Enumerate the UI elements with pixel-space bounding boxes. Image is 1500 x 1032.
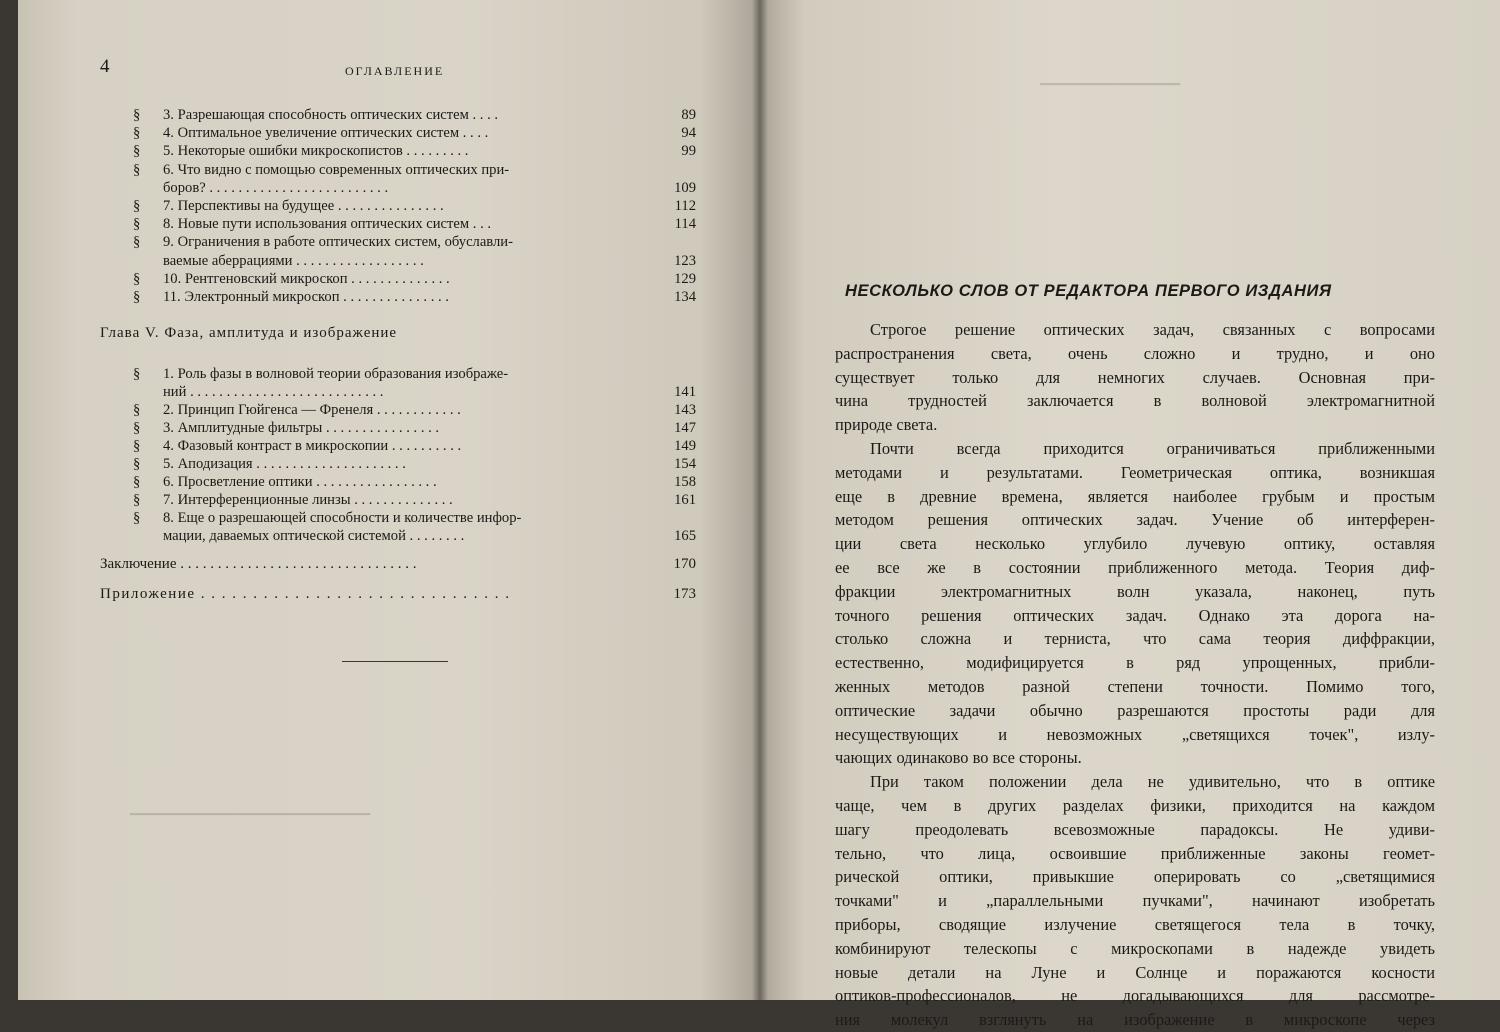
toc-entry-text: ваемые аберрациями . . . . . . . . . . . . . . . . . .	[163, 252, 424, 269]
toc-entry	[133, 233, 696, 251]
toc-entry-text: 9. Ограничения в работе оптических систем, обуславли-	[163, 234, 513, 251]
body-line: еще в древние времена, является наиболее грубым и простым	[835, 486, 1435, 506]
toc-entry-page	[660, 161, 696, 179]
toc-entry-text: 8. Новые пути использования оптических систем . . .	[163, 216, 492, 233]
toc-entry	[133, 455, 696, 473]
toc-entry	[133, 252, 696, 270]
show-through-text: ▁▁▁▁▁▁▁▁▁▁▁▁▁▁	[1040, 70, 1180, 85]
section-sign: §	[133, 216, 141, 233]
section-sign	[133, 527, 163, 545]
section-sign: §	[133, 161, 141, 178]
toc-entry-text: 5. Аподизация . . . . . . . . . . . . . . . . . . . . .	[163, 456, 406, 472]
section-sign	[133, 179, 163, 197]
toc-entry-text: 2. Принцип Гюйгенса — Френеля . . . . . . . . . . . .	[163, 402, 461, 418]
toc-entry-text: 10. Рентгеновский микроскоп . . . . . . . . . . . . . .	[163, 270, 450, 287]
toc-entry	[133, 288, 696, 306]
section-sign: §	[133, 366, 141, 382]
toc-entry	[133, 365, 696, 383]
body-line: рической оптики, привыкшие оперировать со „светящимися	[835, 867, 1435, 887]
toc-entry-text: боров? . . . . . . . . . . . . . . . . . . . . . . . . .	[163, 179, 389, 196]
toc-entry	[133, 473, 696, 491]
body-line: фракции электромагнитных волн указала, наконец, путь	[835, 581, 1435, 601]
toc-entry	[133, 179, 696, 197]
show-through-text: ▁▁▁▁▁▁▁▁▁▁▁▁▁▁▁▁▁▁▁▁▁▁▁▁	[130, 800, 370, 815]
section-sign: §	[133, 438, 141, 454]
section-sign	[133, 383, 163, 401]
body-line: оптиков-профессионалов, не догадывающихся для рассмотре-	[835, 986, 1435, 1006]
toc-entry-page: 94	[681, 125, 696, 142]
toc-entry-text: 4. Оптимальное увеличение оптических систем . . . .	[163, 125, 489, 142]
book-gutter	[752, 0, 768, 1000]
toc-entry	[133, 124, 696, 142]
toc-entry-page: 147	[674, 420, 696, 436]
section-sign: §	[133, 143, 141, 160]
toc-entry-page: 149	[674, 438, 696, 454]
section-sign: §	[133, 420, 141, 436]
body-line: оптические задачи обычно разрешаются простоты ради для	[835, 700, 1435, 720]
toc-entry-page: 123	[674, 252, 696, 269]
body-line: точками" и „параллельными пучками", начинают изобретать	[835, 891, 1435, 911]
body-line: точного решения оптических задач. Однако эта дорога на-	[835, 605, 1435, 625]
chapter-title: Глава V. Фаза, амплитуда и изображение	[100, 325, 398, 341]
toc-entry-page: 170	[673, 556, 696, 572]
body-line: тельно, что лица, освоившие приближенные законы геомет-	[835, 843, 1435, 863]
section-sign: §	[133, 234, 141, 251]
section-sign: §	[133, 474, 141, 490]
body-line: новые детали на Луне и Солнце и поражаются косности	[835, 962, 1435, 982]
toc-entry-page	[660, 365, 696, 383]
body-line: ции света несколько углубило лучевую оптику, оставляя	[835, 534, 1435, 554]
body-line: женных методов разной степени точности. Помимо того,	[835, 676, 1435, 696]
toc-entry-text: 6. Просветление оптики . . . . . . . . . . . . . . . . .	[163, 474, 437, 490]
body-line: комбинируют телескопы с микроскопами в надежде увидеть	[835, 938, 1435, 958]
body-line: При таком положении дела не удивительно, что в оптике	[870, 772, 1435, 792]
toc-entry-text: мации, даваемых оптической системой . . . . . . . .	[163, 528, 465, 544]
toc-entry-text: 1. Роль фазы в волновой теории образования изображе-	[163, 366, 509, 382]
toc-entry	[133, 142, 696, 160]
section-sign: §	[133, 510, 141, 526]
toc-conclusion	[100, 556, 696, 576]
toc-entry	[133, 491, 696, 509]
toc-entry-text: 7. Интерференционные линзы . . . . . . . . . . . . . .	[163, 492, 453, 508]
body-line: несуществующих и невозможных „светящихся точек", излу-	[835, 724, 1435, 744]
body-line: чаще, чем в других разделах физики, приходится на каждом	[835, 795, 1435, 815]
section-sign: §	[133, 270, 141, 287]
toc-entry-text: 7. Перспективы на будущее . . . . . . . . . . . . . . .	[163, 198, 444, 214]
section-sign: §	[133, 107, 141, 123]
toc-entry-text: 5. Некоторые ошибки микроскопистов . . . . . . . . .	[163, 143, 469, 160]
page-number: 4	[100, 56, 110, 77]
toc-entry	[133, 270, 696, 288]
running-head: ОГЛАВЛЕНИЕ	[345, 64, 445, 78]
toc-entry-page: 89	[681, 107, 696, 123]
toc-entry	[133, 527, 696, 545]
toc-entry-page: 114	[674, 216, 696, 233]
toc-entry-text: 3. Разрешающая способность оптических систем . . . .	[163, 107, 499, 123]
toc-entry	[133, 401, 696, 419]
toc-entry-page: 161	[674, 492, 696, 508]
body-line: столько сложна и терниста, что сама теория диффракции,	[835, 629, 1435, 649]
toc-entry-page: 109	[674, 179, 696, 196]
body-line: чающих одинаково во все стороны.	[835, 748, 1082, 768]
toc-entry-page: 112	[674, 198, 696, 214]
body-line: чина трудностей заключается в волновой электромагнитной	[835, 391, 1435, 411]
toc-entry-text: 8. Еще о разрешающей способности и количестве инфор-	[163, 510, 522, 526]
body-line: Строгое решение оптических задач, связанных с вопросами	[870, 320, 1435, 339]
toc-entry-page	[660, 233, 696, 251]
toc-entry-text: Заключение . . . . . . . . . . . . . . . . . . . . . . . . . . . . . . . .	[100, 556, 417, 572]
toc-entry	[133, 161, 696, 179]
toc-entry-page: 158	[674, 474, 696, 490]
toc-entry	[133, 106, 696, 124]
section-sign: §	[133, 456, 141, 472]
preface-body	[835, 318, 1435, 1032]
section-sign: §	[133, 402, 141, 418]
toc-entry-text: 4. Фазовый контраст в микроскопии . . . . . . . . . .	[163, 438, 462, 454]
toc-appendix	[100, 586, 696, 606]
section-sign: §	[133, 492, 141, 508]
body-line: методом решения оптических задач. Учение об интерферен-	[835, 510, 1435, 530]
section-sign: §	[133, 289, 141, 305]
body-line: ее все же в состоянии приближенного метода. Теория диф-	[835, 557, 1435, 577]
toc-entry-text: 11. Электронный микроскоп . . . . . . . . . . . . . . .	[163, 289, 449, 305]
end-rule	[342, 661, 448, 662]
toc-entry-page: 134	[674, 289, 696, 305]
toc-entry-page: 129	[674, 270, 696, 287]
section-sign: §	[133, 198, 141, 214]
preface-title: НЕСКОЛЬКО СЛОВ ОТ РЕДАКТОРА ПЕРВОГО ИЗДАНИЯ	[845, 282, 1332, 300]
toc-entry-page: 165	[674, 528, 696, 544]
toc-entry-page: 173	[673, 586, 696, 602]
toc-entry	[133, 509, 696, 527]
toc-entry-text: 3. Амплитудные фильтры . . . . . . . . . . . . . . . .	[163, 420, 440, 436]
toc-entry	[133, 197, 696, 215]
body-line: естественно, модифицируется в ряд упрощенных, прибли-	[835, 653, 1435, 673]
body-line: шагу преодолевать всевозможные парадоксы. Не удиви-	[835, 819, 1435, 839]
toc-entry-page: 99	[681, 143, 696, 160]
body-line: Почти всегда приходится ограничиваться приближенными	[870, 438, 1435, 458]
toc-entry	[133, 383, 696, 401]
body-line: природе света.	[835, 415, 938, 435]
body-line: методами и результатами. Геометрическая оптика, возникшая	[835, 462, 1435, 482]
toc-entry-page: 143	[674, 402, 696, 418]
toc-entry-page	[660, 509, 696, 527]
body-line: распространения света, очень сложно и трудно, и оно	[835, 343, 1435, 363]
toc-entry-page: 154	[674, 456, 696, 472]
body-line: приборы, сводящие излучение светящегося тела в точку,	[835, 914, 1435, 934]
toc-entry-text: Приложение . . . . . . . . . . . . . . . . . . . . . . . . . . . . . .	[100, 586, 511, 602]
section-sign	[133, 252, 163, 270]
toc-entry-text: 6. Что видно с помощью современных оптических при-	[163, 161, 510, 178]
body-line: ния молекул взглянуть на изображение в микроскопе через	[835, 1010, 1435, 1030]
toc-entry	[133, 215, 696, 233]
section-sign: §	[133, 125, 141, 142]
toc-entry	[133, 419, 696, 437]
toc-entry	[133, 437, 696, 455]
toc-entry-text: ний . . . . . . . . . . . . . . . . . . . . . . . . . . .	[163, 384, 384, 400]
body-line: существует только для немногих случаев. Основная при-	[835, 367, 1435, 387]
toc-entry-page: 141	[674, 384, 696, 400]
